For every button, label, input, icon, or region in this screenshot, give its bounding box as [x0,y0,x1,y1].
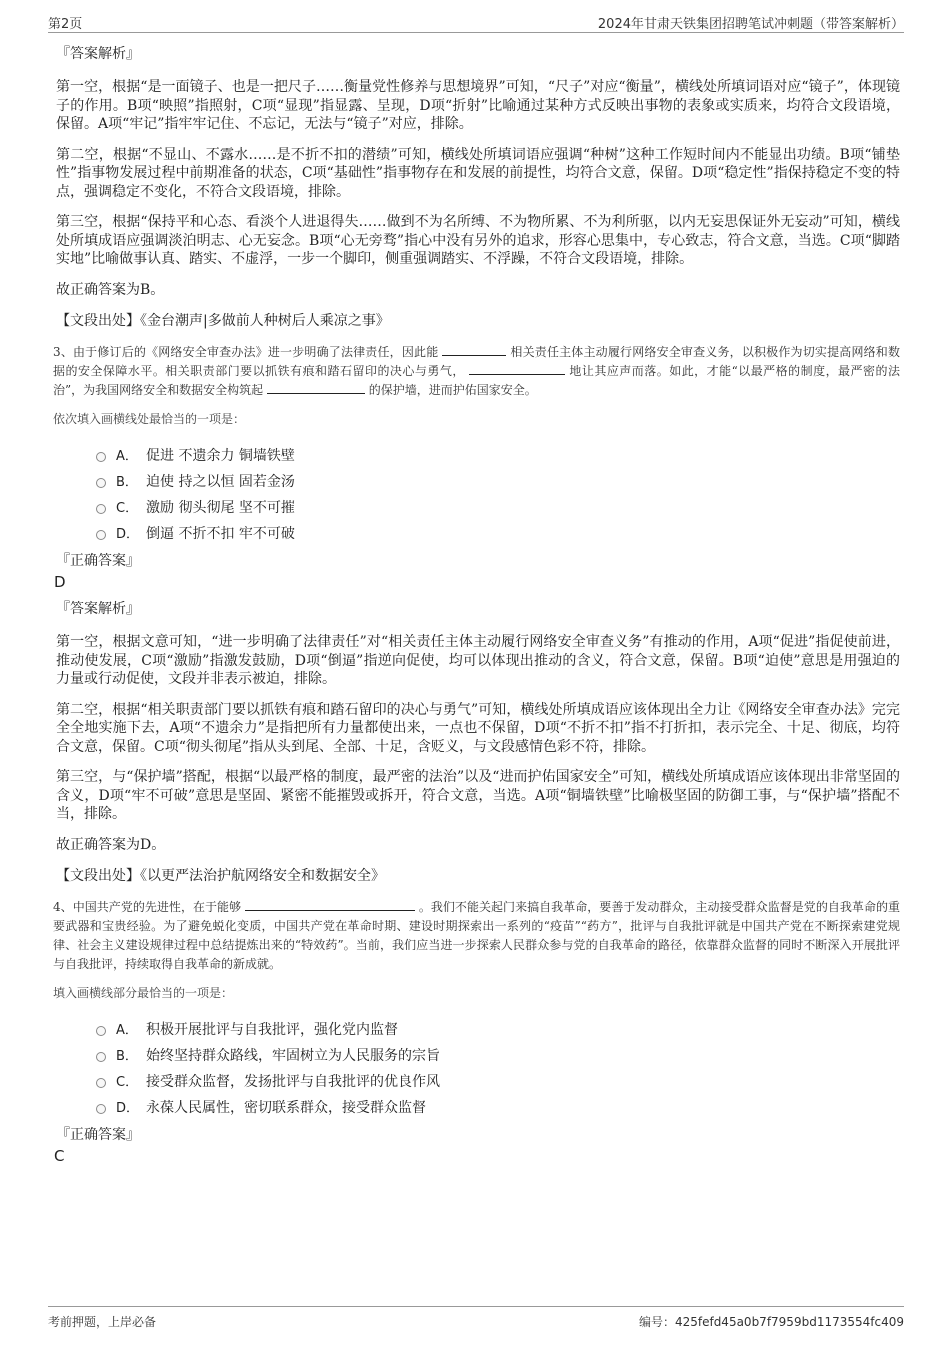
q4-options [96,1017,900,1121]
radio-icon[interactable] [96,452,106,462]
page-number: 第2页 [48,17,83,32]
q3-options [96,443,900,547]
q2-analysis-label: 『答案解析』 [56,46,140,62]
radio-icon[interactable] [96,1052,106,1062]
q2-source: 【文段出处】《金台潮声|多做前人种树后人乘凉之事》 [56,313,390,329]
q3-correct-answer: D [54,573,66,591]
q3-analysis-p1: 第一空，根据文意可知，“进一步明确了法律责任”对“相关责任主体主动履行网络安全审查义务”有推动的作用，A项“促进”指促使前进，推动使发展，C项“激励”指激发鼓励，D项“倒逼”指逆向促使，均可以体现出推动的含义，符合文意，保留。B项“迫使”意思是用强迫的力量或行动促使，文段并非表示被迫，排除。 [56,634,900,687]
q3-source: 【文段出处】《以更严法治护航网络安全和数据安全》 [56,868,385,884]
q3-prompt: 依次填入画横线处最恰当的一项是： [53,412,246,426]
q4-option-b[interactable]: B． 始终坚持群众路线，牢固树立为人民服务的宗旨 [96,1043,900,1069]
document-id: 编号：425fefd45a0b7f7959bd1173554fc409 [638,1315,904,1329]
q4-blank [245,898,415,911]
document-title: 2024年甘肃天铁集团招聘笔试冲刺题（带答案解析） [597,17,904,32]
q4-stem: 4、中国共产党的先进性，在于能够 。我们不能关起门来搞自我革命，要善于发动群众，主动接受群众监督是党的自我革命的重要武器和宝贵经验。为了避免蜕化变质，中国共产党在革命时期、建设时期探索出一系列的“疫苗”“药方”，批评与自我批评就是中国共产党在不断探索建党规律、社会主义建设规律过程中总结提炼出来的“特效药”。当前，我们应当进一步探索人民群众参与党的自我革命的路径，依靠群众监督的同时不断深入开展批评与自我批评，持续取得自我革命的新成就。 [53,900,901,971]
q3-conclusion: 故正确答案为D。 [56,836,166,853]
q3-option-d[interactable]: D． 倒逼 不折不扣 牢不可破 [96,521,900,547]
radio-icon[interactable] [96,1078,106,1088]
q3-option-c[interactable]: C． 激励 彻头彻尾 坚不可摧 [96,495,900,521]
page-header [48,10,904,33]
q4-prompt: 填入画横线部分最恰当的一项是： [53,986,234,1000]
radio-icon[interactable] [96,504,106,514]
q3-blank-1 [442,343,506,356]
radio-icon[interactable] [96,1104,106,1114]
page-footer [48,1306,904,1327]
q3-option-b[interactable]: B． 迫使 持之以恒 固若金汤 [96,469,900,495]
q3-stem: 3、由于修订后的《网络安全审查办法》进一步明确了法律责任，因此能 相关责任主体主动履行网络安全审查义务，以积极作为切实提高网络和数据的安全保障水平。相关职责部门要以抓铁有痕和踏石留印的决心与勇气， 地让其应声而落。如此，才能“以最严格的制度，最严密的法治”，为我国网络安全和数据安全构筑起 的保护墙，进而护佑国家安全。 [53,345,900,397]
q4-correct-label: 『正确答案』 [56,1127,140,1143]
page-content [53,44,901,1173]
q3-correct-label: 『正确答案』 [56,553,140,569]
q3-analysis-p2: 第二空，根据“相关职责部门要以抓铁有痕和踏石留印的决心与勇气”可知，横线处所填成语应该体现出全力让《网络安全审查办法》完完全全地实施下去，A项“不遗余力”是指把所有力量都使出来，一点也不保留，D项“不折不扣”指不打折扣，表示完全、十足、彻底，均符合文意，保留。C项“彻头彻尾”指从头到尾、全部、十足，含贬义，与文段感情色彩不符，排除。 [56,701,900,755]
q2-conclusion: 故正确答案为B。 [56,281,165,298]
q3-option-a[interactable]: A． 促进 不遗余力 铜墙铁壁 [96,443,900,469]
q4-option-c[interactable]: C． 接受群众监督，发扬批评与自我批评的优良作风 [96,1069,900,1095]
footer-slogan: 考前押题，上岸必备 [48,1315,157,1329]
q2-analysis-p2: 第二空，根据“不显山、不露水……是不折不扣的潜绩”可知，横线处所填词语应强调“种树”这种工作短时间内不能显出功绩。B项“铺垫性”指事物发展过程中前期准备的状态，C项“基础性”指事物存在和发展的前提性，均符合文意，保留。D项“稳定性”指保持稳定不变的特点，强调稳定不变化，不符合文段语境，排除。 [56,146,900,200]
q3-analysis-p3: 第三空，与“保护墙”搭配，根据“以最严格的制度，最严密的法治”以及“进而护佑国家安全”可知，横线处所填成语应该体现出非常坚固的含义，D项“牢不可破”意思是坚固、紧密不能摧毁或拆开，符合文意，当选。A项“铜墙铁壁”比喻极坚固的防御工事，与“保护墙”搭配不当，排除。 [56,769,900,822]
q3-blank-3 [267,381,365,394]
q3-blank-2 [469,362,565,375]
q2-analysis-p1: 第一空，根据“是一面镜子、也是一把尺子……衡量党性修养与思想境界”可知，“尺子”对应“衡量”，横线处所填词语对应“镜子”，体现镜子的作用。B项“映照”指照射，C项“显现”指显露、呈现，D项“折射”比喻通过某种方式反映出事物的表象或实质来，均符合文段语境，保留。A项“牢记”指牢牢记住、不忘记，无法与“镜子”对应，排除。 [56,79,900,132]
radio-icon[interactable] [96,530,106,540]
q4-option-d[interactable]: D． 永葆人民属性，密切联系群众，接受群众监督 [96,1095,900,1121]
radio-icon[interactable] [96,1026,106,1036]
radio-icon[interactable] [96,478,106,488]
q4-option-a[interactable]: A． 积极开展批评与自我批评，强化党内监督 [96,1017,900,1043]
q2-analysis-p3: 第三空，根据“保持平和心态、看淡个人进退得失……做到不为名所缚、不为物所累、不为利所驱，以内无妄思保证外无妄动”可知，横线处所填成语应强调淡泊明志、心无妄念。B项“心无旁骛”指心中没有另外的追求，形容心思集中，专心致志，符合文意，当选。C项“脚踏实地”比喻做事认真、踏实、不虚浮，一步一个脚印，侧重强调踏实、不浮躁，不符合文段语境，排除。 [56,214,900,267]
q3-analysis-label: 『答案解析』 [56,601,140,617]
q4-correct-answer: C [54,1147,65,1165]
